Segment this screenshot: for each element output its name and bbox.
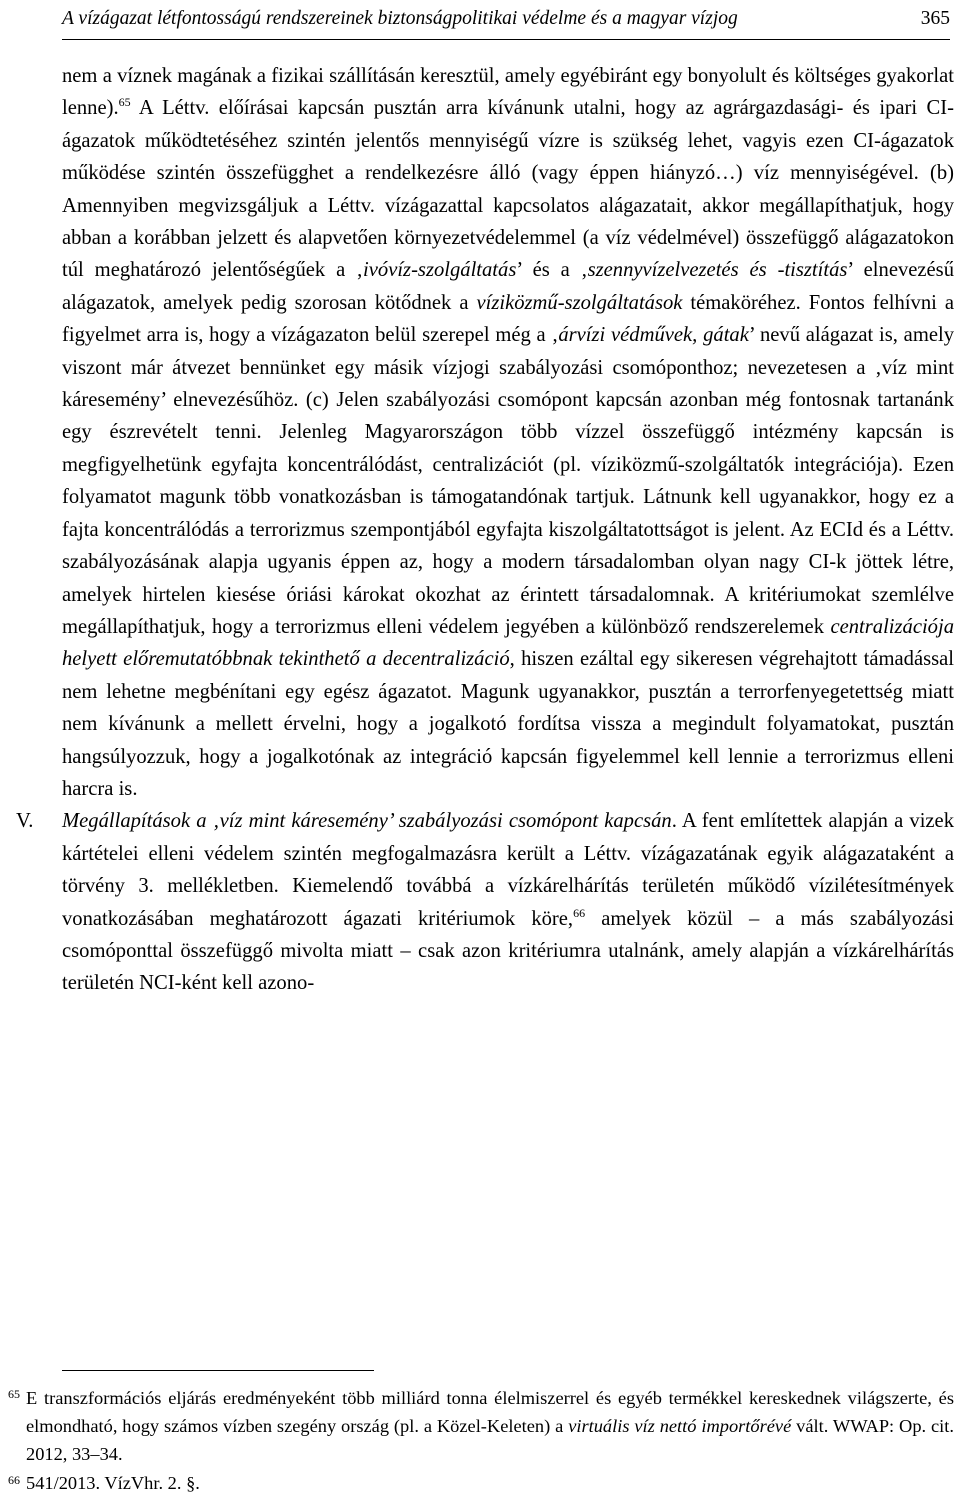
text-run: . A fent említettek alapján a vizek kártételei elleni védelem szintén megfogalmazásra került a Léttv. vízágazatának egyik alágazataként a törvény 3. mellékletben. Kiemelendő továbbá a vízkárelhárítás területén működő vízilétesítmények vonatkozásában meghatározott ágazati kritériumok köre, — [62, 810, 954, 930]
italic-term: ivóvíz-szolgáltatás — [363, 259, 517, 282]
footnotes — [8, 1384, 954, 1497]
text-run: nem a víznek magának a fizikai szállításán keresztül, amely egyébiránt egy bonyolult és költséges gyakorlat lenne). — [62, 65, 954, 120]
paragraph-1 — [62, 60, 954, 805]
header-rule — [62, 39, 950, 40]
italic-term: virtuális víz nettó importőrévé — [568, 1416, 792, 1437]
section-title: Megállapítások a ‚víz mint káresemény’ szabályozási csomópont kapcsán — [62, 810, 672, 833]
footnote-number: 66 — [8, 1472, 20, 1487]
text-run: A Léttv. előírásai kapcsán pusztán arra kívánunk utalni, hogy az agrárgazdasági- és ipari CI-ágazatok működtetéséhez szintén jelentős mennyiségű vízre is szükség lehet, vagyis ezen CI-ágazatok működése szintén összefügghet a rendelkezésre álló (vagy éppen hiányzó…) víz mennyiségével. (b) Amennyiben megvizsgáljuk a Léttv. vízágazattal kapcsolatos alágazatait, akkor megállapíthatjuk, hogy abban a korábban jelzett és alapvetően környezetvédelemmel (a víz védelmével) összefüggő alágazatokon túl meghatározó jelentőségűek a ‚ — [62, 97, 954, 282]
text-run: témaköréhez. Fontos felhívni a figyelmet arra is, hogy a vízágazaton belül szerepel még a ‚ — [62, 291, 954, 347]
section-number: V. — [16, 810, 34, 833]
text-run: ’ nevű alágazat is, amely viszont már átvezet bennünket egy másik vízjogi szabályozási csomóponthoz; nevezetesen a ‚víz mint káresemény’ elnevezésűhöz. (c) Jelen szabályozási csomópont kapcsán azonban még fontosnak tartanánk egy észrevételt tenni. Jelenleg Magyarországon több vízzel összefüggő intézmény kapcsán is megfigyelhetünk egyfajta koncentrálódást, centralizációt (pl. víziközmű-szolgáltatók integrációja). Ezen folyamatot magunk több vonatkozásban is támogatandónak tartjuk. Látnunk kell ugyanakkor, hogy ez a fajta koncentrálódás a terrorizmus szempontjából egyfajta kiszolgáltatottságot is jelent. Az ECId és a Léttv. szabályozásának alapja ugyanis éppen az, hogy a modern társadalomban olyan nagy CI-k jöttek létre, amelyek hirtelen kiesése óriási károkat okozhat az érintett társadalomnak. A kritériumokat szemlélve megállapíthatjuk, hogy a terrorizmus elleni védelem jegyében a különböző rendszerelemek — [62, 324, 954, 638]
running-header-title: A vízágazat létfontosságú rendszereinek biztonságpolitikai védelme és a magyar vízjog — [62, 8, 738, 29]
footnote-rule — [62, 1370, 374, 1371]
text-run: E transzformációs eljárás eredményeként több milliárd tonna élelmiszerrel és egyéb termékkel kereskednek világszerte, és elmondható, hogy számos vízben szegény ország (pl. a Közel-Keleten) a — [26, 1388, 954, 1437]
text-run: amelyek közül – a más szabályozási csomóponttal összefüggő mivolta miatt – csak azon kritériumra utalnánk, amely alapján a vízkárelhárítás területén NCI-ként kell azono- — [62, 907, 955, 995]
text-run: , hiszen ezáltal egy sikeresen végrehajtott támadással nem lehetne megbénítani egy egész ágazatot. Magunk ugyanakkor, pusztán a terrorfenyegetettség miatt nem kívánunk a mellett érvelni, hogy a jogalkotó fordítsa vissza a megindult folyamatokat, pusztán hangsúlyozzuk, hogy a jogalkotónak az integráció kapcsán figyelemmel kell lennie a terrorizmus elleni harcra is. — [62, 648, 954, 800]
text-run: vált. WWAP: Op. cit. 2012, 33–34. — [26, 1416, 954, 1465]
italic-term: szennyvízelvezetés és -tisztítás — [587, 259, 848, 282]
text-run: ’ és a ‚ — [516, 259, 588, 282]
italic-term: centralizációja helyett előremutatóbbnak tekinthető a decentralizáció — [62, 615, 954, 671]
main-text — [16, 60, 955, 1000]
italic-term: víziközmű-szolgáltatások — [476, 291, 683, 314]
italic-term: árvízi védművek, gátak — [558, 324, 749, 347]
footnote-66 — [8, 1469, 954, 1497]
footnote-ref-65[interactable]: 65 — [118, 95, 131, 110]
running-header — [62, 4, 950, 34]
footnote-number: 65 — [8, 1387, 20, 1401]
footnote-65 — [8, 1384, 954, 1469]
text-run: ’ elnevezésű alágazatok, amelyek pedig szorosan kötődnek a — [62, 259, 954, 314]
page-number: 365 — [920, 8, 950, 29]
text-run: 541/2013. VízVhr. 2. §. — [26, 1472, 200, 1493]
section-v-paragraph — [16, 805, 955, 999]
footnote-ref-66[interactable]: 66 — [573, 905, 586, 920]
